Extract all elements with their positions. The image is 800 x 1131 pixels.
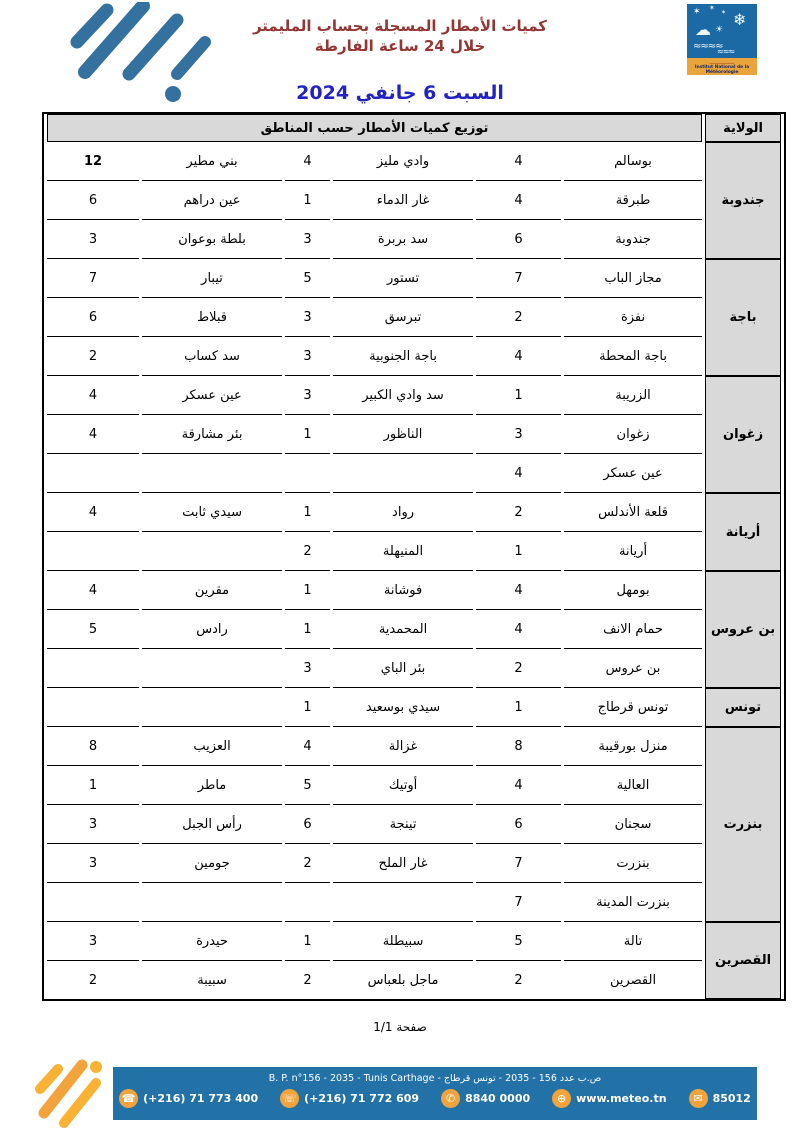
station-name-cell: نفزة	[564, 298, 702, 337]
contact-text: 8840 0000	[465, 1092, 531, 1105]
rain-value-cell	[47, 883, 139, 922]
table-row	[47, 571, 781, 610]
rain-value-cell: 2	[285, 532, 330, 571]
station-name-cell: بئر مشارقة	[142, 415, 282, 454]
station-name-cell: الزريبة	[564, 376, 702, 415]
station-name-cell: مجاز الباب	[564, 259, 702, 298]
rain-value-cell: 4	[476, 181, 561, 220]
footer-bar	[113, 1067, 757, 1120]
table-row	[47, 181, 781, 220]
sms-icon: ✉	[689, 1089, 708, 1108]
rain-value-cell: 1	[285, 610, 330, 649]
rain-value-cell: 7	[47, 259, 139, 298]
rain-value-cell: 1	[285, 571, 330, 610]
rain-value-cell: 7	[476, 883, 561, 922]
rain-value-cell	[47, 649, 139, 688]
rain-value-cell: 4	[47, 376, 139, 415]
station-name-cell: حمام الانف	[564, 610, 702, 649]
station-name-cell: عين دراهم	[142, 181, 282, 220]
station-name-cell: تينجة	[333, 805, 473, 844]
governorate-header: الولاية	[705, 114, 781, 142]
rain-value-cell: 2	[476, 493, 561, 532]
rain-value-cell	[47, 532, 139, 571]
rain-value-cell: 6	[476, 220, 561, 259]
inm-logo-art	[687, 4, 757, 58]
station-name-cell	[142, 649, 282, 688]
governorate-cell: باجة	[705, 259, 781, 376]
rain-value-cell: 4	[476, 766, 561, 805]
station-name-cell: سيدي بوسعيد	[333, 688, 473, 727]
table-row	[47, 766, 781, 805]
table-row	[47, 493, 781, 532]
station-name-cell: سد بربرة	[333, 220, 473, 259]
rain-value-cell: 1	[476, 688, 561, 727]
rain-value-cell: 3	[476, 415, 561, 454]
governorate-cell: القصرين	[705, 922, 781, 999]
rain-value-cell: 3	[47, 805, 139, 844]
station-name-cell: باجة المحطة	[564, 337, 702, 376]
rain-value-cell: 5	[476, 922, 561, 961]
station-name-cell: العالية	[564, 766, 702, 805]
governorate-cell: بن عروس	[705, 571, 781, 688]
rain-value-cell: 5	[285, 766, 330, 805]
station-name-cell: غار الملح	[333, 844, 473, 883]
contact-item	[441, 1089, 530, 1108]
waves-icon: ≈≈≈≈	[693, 41, 723, 52]
station-name-cell	[142, 532, 282, 571]
station-name-cell: الناظور	[333, 415, 473, 454]
station-name-cell: بني مطير	[142, 142, 282, 181]
globe-icon: ⊕	[552, 1089, 571, 1108]
inm-caption-arabic: ـــــــــــــــــــــ	[709, 60, 735, 65]
inm-logo-caption	[687, 58, 757, 75]
footer-address: ص.ب عدد 156 - 2035 - تونس قرطاج - B. P. n°156 - 2035 - Tunis Carthage	[268, 1073, 602, 1084]
sun-icon: ☀	[715, 25, 724, 35]
table-row	[47, 649, 781, 688]
station-name-cell: بلطة بوعوان	[142, 220, 282, 259]
table-row	[47, 883, 781, 922]
table-row	[47, 844, 781, 883]
rain-value-cell: 4	[47, 493, 139, 532]
contact-item	[689, 1089, 751, 1108]
rain-value-cell: 2	[47, 337, 139, 376]
station-name-cell: سد وادي الكبير	[333, 376, 473, 415]
telephone-icon: ☎	[119, 1089, 138, 1108]
station-name-cell: أوتيك	[333, 766, 473, 805]
rain-value-cell: 6	[47, 181, 139, 220]
table-row	[47, 727, 781, 766]
governorate-cell: أريانة	[705, 493, 781, 571]
station-name-cell: غار الدماء	[333, 181, 473, 220]
rain-value-cell	[285, 454, 330, 493]
rain-value-cell: 4	[476, 610, 561, 649]
rain-value-cell: 8	[476, 727, 561, 766]
rain-value-cell	[47, 454, 139, 493]
station-name-cell: تبرسق	[333, 298, 473, 337]
table-header-row	[47, 114, 781, 142]
rain-value-cell	[47, 688, 139, 727]
station-name-cell: القصرين	[609, 972, 657, 988]
table-row	[47, 337, 781, 376]
footer-logo-icon	[30, 1055, 125, 1131]
station-name-cell: عين عسكر	[142, 376, 282, 415]
table-row	[47, 454, 781, 493]
rain-value-cell: 4	[476, 571, 561, 610]
station-name-cell: منزل بورقيبة	[564, 727, 702, 766]
rain-value-cell: 2	[285, 844, 330, 883]
rain-value-cell: 3	[47, 220, 139, 259]
waves-icon: ≈≈≈	[717, 47, 735, 56]
station-name-cell: جومين	[142, 844, 282, 883]
cloud-icon: ☁	[695, 20, 711, 39]
table-row	[47, 961, 781, 999]
station-name-cell	[142, 883, 282, 922]
inm-caption-french: Institut National de la Météorologie	[694, 65, 750, 75]
station-name-cell: فوشانة	[333, 571, 473, 610]
star-icon: ✶	[709, 4, 715, 12]
contact-text: 85012	[712, 1092, 751, 1105]
page-number: صفحة 1/1	[373, 1020, 427, 1034]
station-name-cell: سيدي ثابت	[142, 493, 282, 532]
rain-value-cell: 7	[476, 259, 561, 298]
report-header	[0, 16, 800, 104]
footer-logo	[30, 1055, 125, 1131]
rain-value-cell: 4	[476, 142, 561, 181]
station-name-cell: حيدرة	[142, 922, 282, 961]
inm-logo	[687, 4, 757, 76]
rain-value-cell: 3	[285, 337, 330, 376]
contact-item	[280, 1089, 419, 1108]
contact-text: www.meteo.tn	[576, 1092, 667, 1105]
rain-value-cell: 5	[285, 259, 330, 298]
rain-value-cell	[285, 883, 330, 922]
rain-value-cell: 3	[285, 649, 330, 688]
governorate-cell: جندوبة	[705, 142, 781, 259]
governorate-cell: تونس	[705, 688, 781, 727]
rain-value-cell: 4	[47, 571, 139, 610]
report-title-line1: كميات الأمطار المسجلة بحساب المليمتر	[252, 17, 548, 35]
station-name-cell: تالة	[564, 922, 702, 961]
station-name-cell: رأس الجبل	[142, 805, 282, 844]
rain-value-cell: 1	[285, 688, 330, 727]
rain-value-cell: 3	[47, 844, 139, 883]
rain-value-cell: 6	[285, 805, 330, 844]
rain-value-cell: 2	[514, 972, 523, 988]
station-name-cell	[142, 454, 282, 493]
station-name-cell: بنزرت	[564, 844, 702, 883]
station-name-cell: جندوبة	[564, 220, 702, 259]
table-row	[47, 805, 781, 844]
table-row	[47, 376, 781, 415]
rain-value-cell: 4	[285, 727, 330, 766]
snowflake-icon: ❄	[733, 10, 747, 29]
governorate-cell: بنزرت	[705, 727, 781, 922]
callcenter-icon: ✆	[441, 1089, 460, 1108]
station-name-cell: طبرقة	[564, 181, 702, 220]
station-name-cell: بنزرت المدينة	[564, 883, 702, 922]
station-name-cell: رادس	[142, 610, 282, 649]
fax-icon: ☏	[280, 1089, 299, 1108]
footer-contacts	[113, 1089, 757, 1108]
rain-value-cell: 7	[476, 844, 561, 883]
rain-value-cell: 3	[285, 298, 330, 337]
station-name-cell: تيبار	[142, 259, 282, 298]
station-name-cell: بئر الباي	[333, 649, 473, 688]
table-row	[47, 259, 781, 298]
rain-value-cell: 4	[476, 337, 561, 376]
rain-value-cell: 1	[476, 532, 561, 571]
station-name-cell	[333, 454, 473, 493]
station-name-cell: زغوان	[564, 415, 702, 454]
rain-value-cell: 5	[47, 610, 139, 649]
rain-value-cell: 4	[285, 142, 330, 181]
station-name-cell: بن عروس	[564, 649, 702, 688]
rain-value-cell: 1	[285, 181, 330, 220]
rain-value-cell: 4	[476, 454, 561, 493]
rain-value-cell: 1	[285, 415, 330, 454]
station-name-cell: المحمدية	[333, 610, 473, 649]
station-name-cell: مقرين	[142, 571, 282, 610]
table-row	[47, 922, 781, 961]
station-name-cell	[142, 688, 282, 727]
rain-value-cell: 2	[476, 649, 561, 688]
table-row	[47, 142, 781, 181]
station-name-cell: قبلاط	[142, 298, 282, 337]
contact-item	[119, 1089, 258, 1108]
star-icon: ✶	[693, 7, 701, 17]
table-row	[47, 220, 781, 259]
station-name-cell: أريانة	[564, 532, 702, 571]
rain-value-cell: 1	[476, 376, 561, 415]
rain-value-cell: 1	[285, 493, 330, 532]
contact-text: (+216) 71 772 609	[304, 1092, 420, 1105]
station-name-cell: ماجل بلعباس	[367, 972, 439, 988]
rain-value-cell: 8	[47, 727, 139, 766]
rain-value-cell: 2	[88, 972, 98, 988]
station-name-cell: العزيب	[142, 727, 282, 766]
table-row	[47, 688, 781, 727]
rainfall-table	[42, 112, 786, 1001]
table-title: توزيع كميات الأمطار حسب المناطق	[47, 114, 702, 142]
station-name-cell: تستور	[333, 259, 473, 298]
rain-value-cell: 3	[285, 376, 330, 415]
rainfall-table-body	[47, 114, 781, 999]
star-icon: ✶	[721, 9, 727, 16]
rain-value-cell: 12	[47, 142, 139, 181]
table-row	[47, 532, 781, 571]
station-name-cell: وادي مليز	[333, 142, 473, 181]
governorate-cell: زغوان	[705, 376, 781, 493]
station-name-cell: ماطر	[142, 766, 282, 805]
rain-value-cell: 6	[476, 805, 561, 844]
station-name-cell: تونس قرطاج	[564, 688, 702, 727]
station-name-cell: غزالة	[333, 727, 473, 766]
station-name-cell: المنيهلة	[333, 532, 473, 571]
table-row	[47, 610, 781, 649]
station-name-cell: سد كساب	[142, 337, 282, 376]
rain-value-cell: 2	[303, 972, 312, 988]
rain-value-cell: 4	[47, 415, 139, 454]
table-row	[47, 298, 781, 337]
report-title-line2: خلال 24 ساعة الفارطة	[314, 37, 486, 55]
rain-value-cell: 2	[476, 298, 561, 337]
station-name-cell: سبيطلة	[333, 922, 473, 961]
station-name-cell: باجة الجنوبية	[333, 337, 473, 376]
contact-text: (+216) 71 773 400	[143, 1092, 259, 1105]
report-date: السبت 6 جانفي 2024	[296, 82, 504, 104]
rain-value-cell: 3	[47, 922, 139, 961]
station-name-cell: بوسالم	[564, 142, 702, 181]
station-name-cell: رواد	[333, 493, 473, 532]
station-name-cell: سجنان	[564, 805, 702, 844]
station-name-cell	[333, 883, 473, 922]
table-row	[47, 415, 781, 454]
contact-item	[552, 1089, 666, 1108]
station-name-cell: سبيبة	[197, 972, 227, 988]
station-name-cell: قلعة الأندلس	[564, 493, 702, 532]
rain-value-cell: 1	[47, 766, 139, 805]
rain-value-cell: 1	[285, 922, 330, 961]
rain-value-cell: 6	[47, 298, 139, 337]
station-name-cell: بومهل	[564, 571, 702, 610]
rain-value-cell: 3	[285, 220, 330, 259]
station-name-cell: عين عسكر	[564, 454, 702, 493]
